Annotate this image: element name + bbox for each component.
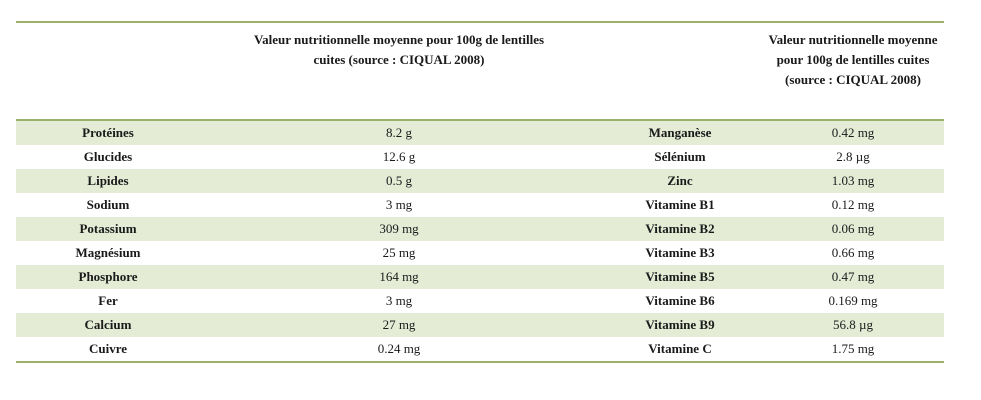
nutrient-name: Vitamine B1 [645,197,715,212]
nutrient-name: Potassium [79,221,137,236]
nutrient-value: 12.6 g [382,149,416,164]
header-cell-empty-1 [16,22,200,120]
nutrient-value: 0.169 mg [828,293,878,308]
table-row [16,337,944,362]
nutrient-value: 164 mg [379,269,419,284]
nutrient-name: Glucides [83,149,133,164]
header-cell-value-1: Valeur nutritionnelle moyenne pour 100g de lentilles cuites (source : CIQUAL 2008) [253,32,545,67]
nutrient-name: Vitamine B3 [645,245,715,260]
nutrient-value: 8.2 g [386,125,412,140]
table-row [16,120,944,145]
nutrition-table [16,21,944,363]
nutrient-name: Calcium [84,317,132,332]
nutrient-value: 0.47 mg [831,269,875,284]
nutrient-name: Sodium [86,197,130,212]
nutrient-value: 27 mg [382,317,416,332]
nutrient-value: 0.24 mg [377,341,421,356]
nutrient-name: Vitamine B6 [645,293,715,308]
table-row [16,145,944,169]
table-row [16,241,944,265]
table-row [16,265,944,289]
nutrient-value: 0.5 g [386,173,412,188]
nutrient-name: Lipides [87,173,129,188]
header-cell-value-2: Valeur nutritionnelle moyenne pour 100g de lentilles cuites (source : CIQUAL 2008) [768,32,938,87]
nutrient-name: Manganèse [648,125,712,140]
table-row [16,217,944,241]
nutrient-name: Phosphore [78,269,138,284]
nutrient-value: 1.75 mg [831,341,875,356]
nutrient-name: Magnésium [75,245,141,260]
nutrient-value: 3 mg [385,197,413,212]
nutrient-value: 25 mg [382,245,416,260]
nutrient-name: Fer [98,293,118,308]
nutrient-name: Protéines [82,125,134,140]
nutrient-value: 3 mg [385,293,413,308]
table-body [16,120,944,362]
header-cell-empty-2 [598,22,762,120]
table-row [16,169,944,193]
nutrition-table-container [16,21,944,363]
nutrient-value: 0.66 mg [831,245,875,260]
nutrient-value: 0.42 mg [831,125,875,140]
nutrient-name: Vitamine B5 [645,269,715,284]
nutrient-value: 56.8 µg [833,317,873,332]
table-row [16,193,944,217]
nutrient-name: Zinc [667,173,693,188]
nutrient-name: Sélénium [654,149,706,164]
nutrient-value: 309 mg [379,221,419,236]
table-header-row [16,22,944,120]
table-row [16,313,944,337]
nutrient-name: Vitamine B2 [645,221,715,236]
table-row [16,289,944,313]
nutrient-value: 0.12 mg [831,197,875,212]
nutrient-name: Cuivre [88,341,128,356]
nutrient-value: 0.06 mg [831,221,875,236]
nutrient-name: Vitamine C [648,341,712,356]
nutrient-value: 1.03 mg [831,173,875,188]
nutrient-value: 2.8 µg [836,149,870,164]
nutrient-name: Vitamine B9 [645,317,715,332]
